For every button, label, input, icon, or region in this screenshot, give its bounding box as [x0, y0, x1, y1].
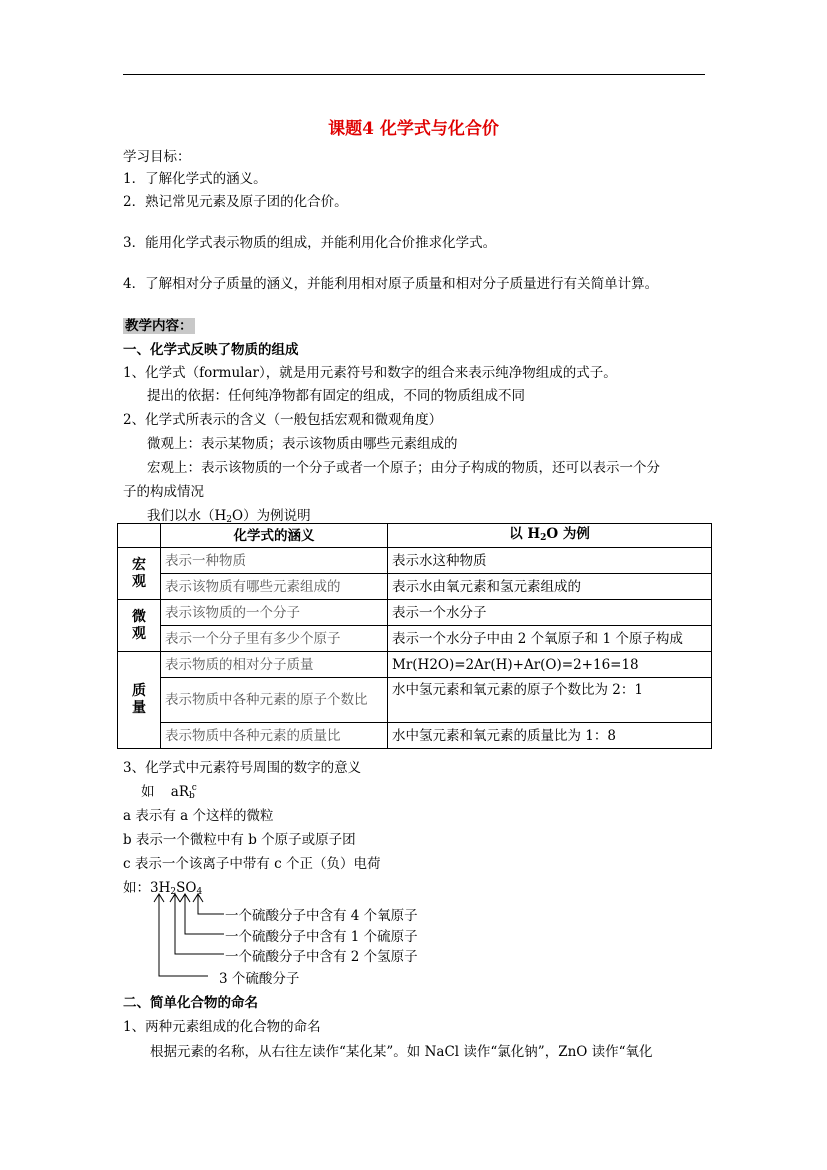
example-label: 如 [141, 784, 155, 800]
table-row [118, 678, 712, 723]
section2-paragraph: 根据元素的名称，从右往左读作“某化某”。如 NaCl 读作“氯化钠”，ZnO 读作“氧化 [150, 1044, 653, 1060]
table-row [118, 626, 712, 652]
objective-item: 4．了解相对分子质量的涵义，并能利用相对原子质量和相对分子质量进行有关简单计算。 [123, 276, 659, 292]
header-rule [123, 74, 705, 75]
table-header-left: 化学式的涵义 [161, 524, 388, 548]
table-header-blank [118, 524, 161, 548]
section1-paragraph: 微观上：表示某物质；表示该物质由哪些元素组成的 [147, 436, 458, 452]
h2so4-sub-4: 4 [196, 887, 203, 897]
table-cell-meaning: 表示物质中各种元素的质量比 [161, 723, 388, 749]
example-notation [141, 780, 197, 801]
content-heading [123, 314, 195, 334]
h2so4-mid: SO [176, 880, 197, 896]
objective-item: 2．熟记常见元素及原子团的化合价。 [123, 194, 348, 210]
meaning-table [117, 523, 712, 749]
table-cell-meaning: 表示一个分子里有多少个原子 [161, 626, 388, 652]
table-cell-meaning: 表示物质中各种元素的原子个数比 [161, 678, 388, 723]
section1-paragraph: 1、化学式（formular），就是用元素符号和数字的组合来表示纯净物组成的式子。 [123, 365, 617, 381]
group-label [118, 548, 161, 600]
arrow-line-oxygen [198, 894, 224, 914]
section1-paragraph [147, 504, 311, 525]
table-cell-example: 表示一个水分子中由 2 个氧原子和 1 个原子构成 [388, 626, 712, 652]
table-row [118, 723, 712, 749]
arrow-line-molecules [159, 894, 208, 976]
formula-annotation: 一个硫酸分子中含有 1 个硫原子 [225, 929, 418, 945]
table-cell-example: 表示水这种物质 [388, 548, 712, 574]
water-example-pre: 我们以水（H [147, 508, 227, 524]
table-cell-meaning: 表示物质的相对分子质量 [161, 652, 388, 678]
table-header-right-pre: 以 H [509, 525, 541, 542]
table-cell-meaning: 表示一种物质 [161, 548, 388, 574]
group-label-text: 质 量 [132, 683, 146, 716]
table-cell-meaning: 表示该物质的一个分子 [161, 600, 388, 626]
section1-paragraph: 2、化学式所表示的含义（一般包括宏观和微观角度） [123, 412, 443, 428]
table-cell-example: Mr(H2O)=2Ar(H)+Ar(O)=2+16=18 [388, 652, 712, 678]
objectives-heading: 学习目标： [123, 149, 191, 165]
example-sup-c: c [191, 783, 197, 793]
table-header-right-post: O 为例 [546, 525, 590, 542]
table-cell-example: 水中氢元素和氧元素的原子个数比为 2：1 [388, 678, 712, 723]
section2-heading: 二、简单化合物的命名 [123, 995, 258, 1011]
notation-line: c 表示一个该离子中带有 c 个正（负）电荷 [123, 856, 381, 872]
formula-arrows [150, 890, 225, 980]
water-example-sub: 2 [226, 515, 233, 525]
table-row [118, 548, 712, 574]
objective-item: 1．了解化学式的涵义。 [123, 171, 267, 187]
arrow-line-hydrogen [175, 894, 224, 954]
example-sub-b: b [189, 791, 195, 801]
notation-line: a 表示有 a 个这样的微粒 [123, 808, 274, 824]
formula-annotation: 3 个硫酸分子 [219, 971, 300, 987]
table-cell-meaning: 表示该物质有哪些元素组成的 [161, 574, 388, 600]
table-header-right-sub: 2 [540, 532, 547, 543]
section1-paragraph: 提出的依据：任何纯净物都有固定的组成，不同的物质组成不同 [147, 388, 525, 404]
table-cell-example: 表示水由氧元素和氢元素组成的 [388, 574, 712, 600]
table-cell-example: 水中氢元素和氧元素的质量比为 1：8 [388, 723, 712, 749]
group-label [118, 600, 161, 652]
section1-heading: 一、化学式反映了物质的组成 [123, 342, 299, 358]
group-label [118, 652, 161, 749]
section1-paragraph: 宏观上：表示该物质的一个分子或者一个原子；由分子构成的物质，还可以表示一个分 [147, 460, 660, 476]
content-heading-text: 教学内容： [125, 318, 193, 334]
water-example-post: O）为例说明 [232, 508, 311, 524]
formula-annotation: 一个硫酸分子中含有 4 个氧原子 [225, 908, 418, 924]
section2-paragraph: 1、两种元素组成的化合物的命名 [123, 1019, 321, 1035]
example-symbol: aR [170, 784, 190, 800]
table-row [118, 600, 712, 626]
group-label-text: 微 观 [132, 608, 146, 642]
h2so4-label: 如：3H [123, 880, 171, 896]
page-title: 课题4 化学式与化合价 [328, 119, 499, 139]
formula-annotation: 一个硫酸分子中含有 2 个氢原子 [225, 949, 418, 965]
notation-line: b 表示一个微粒中有 b 个原子或原子团 [123, 832, 356, 848]
table-row [118, 574, 712, 600]
table-cell-example: 表示一个水分子 [388, 600, 712, 626]
h2so4-sub-2: 2 [170, 887, 177, 897]
group-label-text: 宏 观 [132, 556, 146, 590]
objective-item: 3．能用化学式表示物质的组成，并能利用化合价推求化学式。 [123, 235, 497, 251]
section1-paragraph: 子的构成情况 [123, 484, 204, 500]
table-header-row [118, 524, 712, 548]
table-header-right [388, 524, 712, 548]
section3-heading: 3、化学式中元素符号周围的数字的意义 [123, 760, 362, 776]
table-row [118, 652, 712, 678]
